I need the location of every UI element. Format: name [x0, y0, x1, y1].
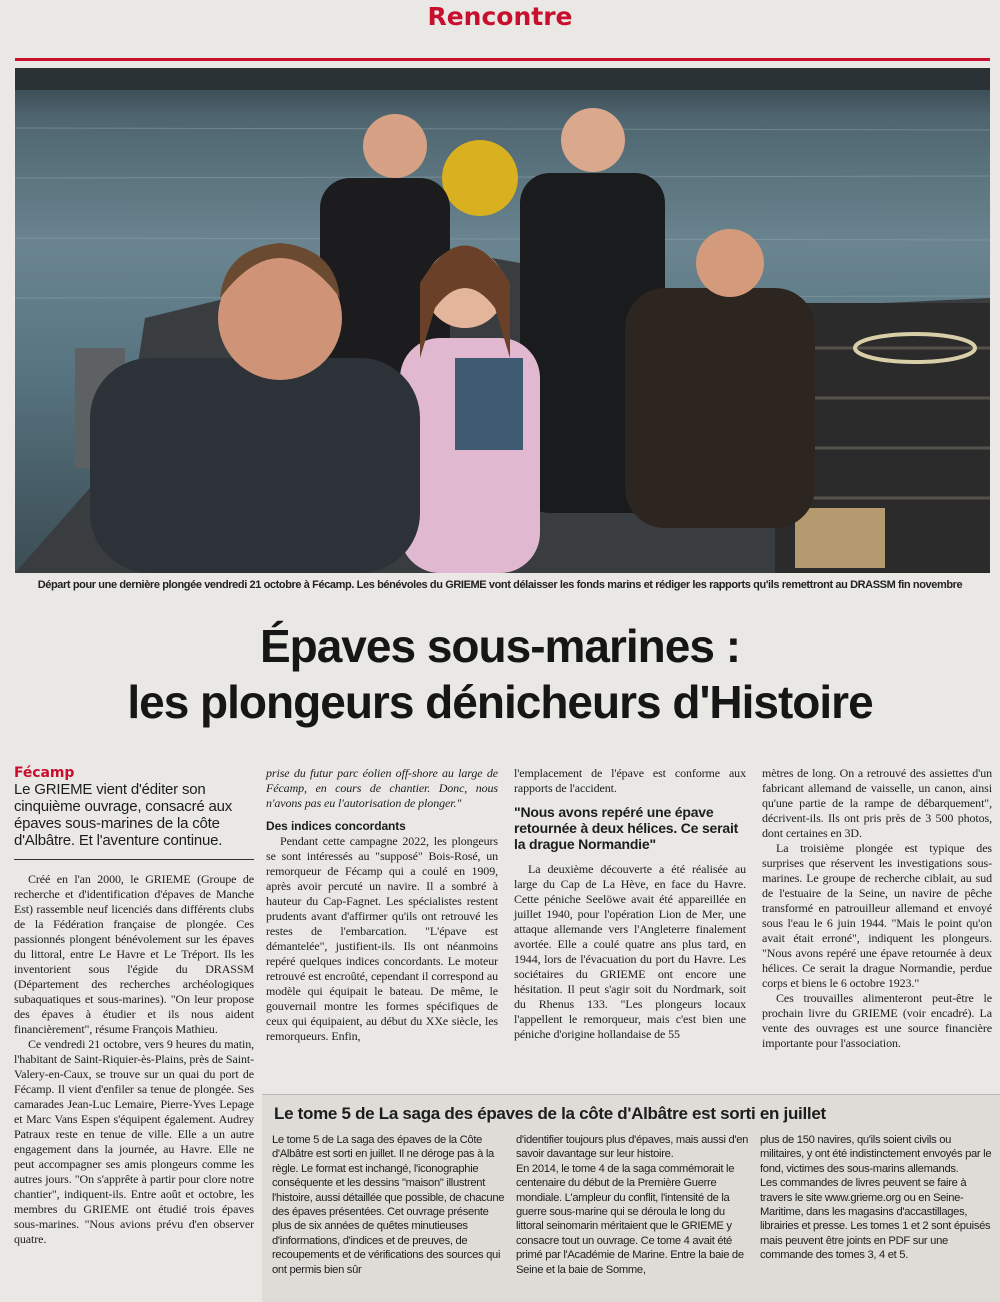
article-column-4	[762, 766, 992, 1051]
headline	[0, 618, 1000, 730]
paragraph: La troisième plongée est typique des surprises que réservent les investigations sous-marines. Le groupe de recherche ciblait, au sud de l'estuaire de la Seine, un navire de pêche transformé en patrouilleur allemand et envoyé sous l'eau le 6 juin 1944. "Mais le point qu'on avait était erroné", indiquent les plongeurs. "Nous avons repéré une épave retournée à deux hélices. Ce serait la drague Normandie, perdue corps et biens le 6 octobre 1923."	[762, 841, 992, 990]
section-rubric: Rencontre	[427, 2, 573, 31]
paragraph: Les commandes de livres peuvent se faire à travers le site www.grieme.org ou en Seine-Maritime, dans les magasins d'accastillages, librairies et presse. Les tomes 1 et 2 sont épuisés mais peuvent être joints en PDF sur une commande des tomes 3, 4 et 5.	[760, 1177, 991, 1262]
paragraph: Ces trouvailles alimenteront peut-être le prochain livre du GRIEME (voir encadré). La vente des ouvrages est une source financière importante pour l'association.	[762, 991, 992, 1050]
sidebar-box	[262, 1094, 1000, 1302]
paragraph: plus de 150 navires, qu'ils soient civils ou militaires, y ont été indistinctement envoyés par le fond, victimes des sous-marins allemands.	[760, 1134, 992, 1175]
paragraph: En 2014, le tome 4 de la saga commémorait le centenaire du début de la Première Guerre mondiale. L'ampleur du conflit, l'intensité de la guerre sous-marine qui se déroula le long du littoral seinomarin méritaient que le GRIEME y consacre tout un ouvrage. Ce tome 4 avait été primé par l'Académie de Marine. Entre la baie de Seine et la baie de Somme,	[516, 1162, 744, 1276]
section-divider	[15, 58, 990, 61]
box-column-3	[760, 1133, 996, 1263]
box-column-2	[516, 1133, 752, 1277]
box-column-1	[272, 1133, 508, 1277]
subheading: Des indices concordants	[266, 819, 406, 833]
article-column-3	[514, 766, 746, 1042]
paragraph: l'emplacement de l'épave est conforme aux rapports de l'accident.	[514, 766, 746, 795]
paragraph: prise du futur parc éolien off-shore au large de Fécamp, en cours de chantier. Donc, nous n'avons pas eu l'autorisation de plonger."	[266, 766, 498, 810]
headline-line-2: les plongeurs dénicheurs d'Histoire	[127, 676, 873, 728]
kicker-location: Fécamp	[14, 765, 75, 781]
paragraph: d'identifier toujours plus d'épaves, mais aussi d'en savoir davantage sur leur histoire.	[516, 1134, 749, 1161]
headline-line-1: Épaves sous-marines :	[259, 620, 741, 672]
pull-quote: "Nous avons repéré une épave retournée à deux hélices. Ce serait la drague Normandie"	[514, 804, 739, 852]
photo-divers-on-boat	[15, 68, 990, 573]
paragraph: Ce vendredi 21 octobre, vers 9 heures du matin, l'habitant de Saint-Riquier-ès-Plains, près de Saint-Valery-en-Caux, se trouve sur un quai du port de Fécamp. Il vient d'enfiler sa tenue de plongée. Ses camarades Jean-Luc Lemaire, Pierre-Yves Lepage et Marc Vans Espen s'équipent également. Audrey Patraux reste en tenue de ville. Elle a un autre engagement dans la journée, au Havre. Elle ne peut accompagner ses amis plongeurs comme les autres jours. "On s'apprête à partir pour clore notre chantier", indiquent-ils. Entre août et octobre, les membres du GRIEME ont étudié trois épaves sous-marines. "Nous avions prévu d'en observer quatre.	[14, 1037, 254, 1246]
paragraph: Pendant cette campagne 2022, les plongeurs se sont intéressés au "supposé" Bois-Rosé, un remorqueur de Fécamp qui a coulé en 1909, après avoir percuté un navire. Il a sombré à hauteur du Cap-Fagnet. Les spécialistes restent prudents avant d'affirmer qu'ils ont retrouvé les restes de l'embarcation. "L'épave est démantelée", justifient-ils. Ils ont néanmoins repéré quelques indices concordants. Le moteur retrouvé est encroûté, cependant il correspond au modèle qui équipait le bateau. De même, le gouvernail montre les formes spécifiques de ceux qui équipaient, au début du XXe siècle, les remorqueurs. Enfin,	[266, 834, 498, 1043]
article-column-1	[14, 766, 254, 1247]
paragraph: Le tome 5 de La saga des épaves de la Côte d'Albâtre est sorti en juillet. Il ne déroge pas à la règle. Le format est inchangé, l'iconographie conséquente et les dessins "maison" illustrent l'histoire, aussi détaillée que possible, de chacune des épaves présentées. Cet ouvrage présente plus de six années de quêtes minutieuses d'informations, d'indices et de preuves, de recoupements et de vérifications des sources qui ont permis bien sûr	[272, 1134, 505, 1276]
article-column-2	[266, 766, 498, 1044]
paragraph: Créé en l'an 2000, le GRIEME (Groupe de recherche et d'identification d'épaves de Manche Est) rassemble neuf licenciés dans différents clubs de la Fédération française de plongée. Ces passionnés plongent bénévolement sur les épaves du littoral, entre Le Havre et Le Tréport. Ils les inventorient sous l'égide du DRASSM (Département des recherches archéologiques subaquatiques et sous-marines). "On leur propose des épaves à étudier et ils nous aident financièrement", résume François Mathieu.	[14, 872, 254, 1036]
paragraph: La deuxième découverte a été réalisée au large du Cap de La Hève, en face du Havre. Cette péniche Seelöwe avait été appareillée en juillet 1940, pour l'opération Lion de Mer, une attaque allemande vers l'Angleterre finalement avortée. Elle a coulé quatre ans plus tard, en 1944, lors de l'évacuation du port du Havre. Les sociétaires du GRIEME ont encore une hésitation. Il peut s'agir soit du Nordmark, soit du Rhenus 133. "Les plongeurs locaux l'appellent le remorqueur, mais c'est bien une péniche d'origine hollandaise de 55	[514, 862, 746, 1041]
photo-caption: Départ pour une dernière plongée vendredi 21 octobre à Fécamp. Les bénévoles du GRIEME vont délaisser les fonds marins et rédiger les rapports qu'ils remettront au DRASSM fin novembre	[37, 579, 963, 591]
article-lead: Le GRIEME vient d'éditer son cinquième ouvrage, consacré aux épaves sous-marines de la côte d'Albâtre. Et l'aventure continue.	[14, 781, 254, 860]
paragraph: mètres de long. On a retrouvé des assiettes d'un fabricant allemand de vaisselle, un canon, ainsi qu'une partie de la rampe de débarquement", décrivent-ils. Ils ont pris près de 3 500 photos, dont certaines en 3D.	[762, 766, 992, 840]
box-title: Le tome 5 de La saga des épaves de la côte d'Albâtre est sorti en juillet	[274, 1104, 826, 1123]
